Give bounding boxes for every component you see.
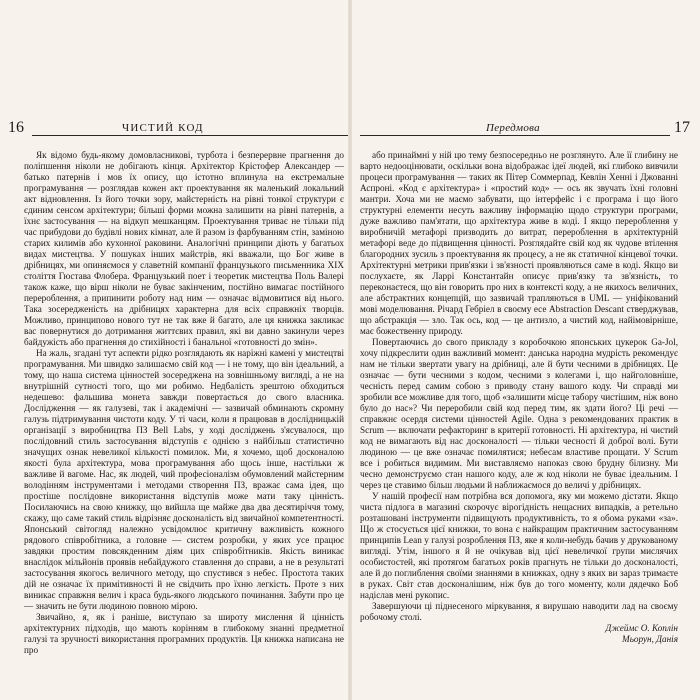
paragraph: Повертаючись до свого прикладу з коробочкою японських цукерок Ga-Jol, хочу підкреслити один важливий момент: данська народна мудрість рекомендує нам не тільки звертати увагу на дрібниці, але й бути чесними в дрібницях. Це означає — бути чесними з кодом, чесними з колегами і, що найголовніше, чесність перед самим собою з приводу стану вашого коду. Чи справді ми зробили все можливе для того, щоб «залишити місце табору чистішим, ніж воно було до нас»? Чи переробили свій код перед тим, як здати його? Ці речі — справжнє осердя системи цінностей Agile. Одна з рекомендованих практик в Scrum — включати рефакторинг в критерії готовності. Ні архітектура, ні чистий код не вимагають від нас досконалості — тільки чесності й доброї волі. Бути людиною — це вже означає помилятися; небесам властиве прощати. У Scrum все і робиться видимим. Ми виставляємо напоказ свою брудну білизну. Ми чесно демонструємо стан нашого коду, але ж код ніколи не буває ідеальним. І через це ставимо більш людьми й наближаємося до величі у дрібницях. xyxy=(360,337,678,490)
right-page-body xyxy=(360,150,678,645)
paragraph: Звичайно, я, як і раніше, виступаю за широту мислення й цінність архітектурних підходів, що мають корінням в глибокому знанні предметної галузі та зручності використання програмних продуктів. Ця книжка написана не про xyxy=(24,612,344,655)
paragraph: або принаймні у ній цю тему безпосередньо не розглянуто. Але її глибину не варто недооцінювати, оскільки вона відображає ідеї людей, які глибоко вивчили процеси програмування — таких як Пітер Соммерпад, Кевлін Хенні і Джованні Аспроні. «Код є архітектура» і «простий код» — ось як звучать їхні головні мантри. Хоча ми не маємо забувати, що інтерфейс і є програма і що його структурні елементи несуть важливу інформацію щодо структури програми, дуже важливо пам'ятати, що архітектура живе в коді. І якщо перероблення у виробничій метафорі призводить до витрат, перероблення в архітектурній метафорі веде до підвищення цінності. Розглядайте свій код як чудове втілення благородних зусиль з проектування як процесу, а не як статичної кінцевої точки. Архітектурні метрики прив'язки і зв'язності проявляються саме в коді. Якщо ви послухаєте, як Ларрі Константайн описує прив'язку та зв'язність, то переконаєтеся, що він говорить про них в контексті коду, а не якихось величних, але абстрактних концепцій, що зазвичай трапляються в UML — уніфікований мові моделювання. Річард Гебріел в своєму есе Abstraction Descant стверджував, що абстракція — зло. Так ось, код — це антизло, а чистий код, найімовірніше, має божественну природу. xyxy=(360,150,678,336)
page-number: 17 xyxy=(674,119,690,136)
header-rule xyxy=(360,135,670,136)
signature-name: Джеймс О. Коплін xyxy=(605,623,678,633)
paragraph: У нашій професії нам потрібна вся допомога, яку ми можемо дістати. Якщо чиста підлога в магазині скорочує вірогідність нещасних випадків, а ретельно розташовані інструменти підвищують продуктивність, то я обома руками «за». Що ж стосується цієї книжки, то вона є найкращим практичним застосуванням принципів Lean у галузі розроблення ПЗ, яке я коли-небудь бачив у друкованому вигляді. Утім, іншого я й не очікував від цієї невеличкої групи мислячих особистостей, які протягом багатьох років прагнуть не тільки до досконалості, але й до поглиблення своїми знаннями в книжках, одну з яких ви зараз тримаєте в руках. Світ став досконалішим, ніж був до того моменту, коли дядечко Боб надіслав мені рукопис. xyxy=(360,491,678,600)
running-head: Передмова xyxy=(486,122,540,134)
paragraph: На жаль, згадані тут аспекти рідко розглядають як наріжні камені у мистецтві програмування. Ми швидко залишаємо свій код — і не тому, що він ідеальний, а тому, що наша система цінностей зосереджена на зовнішньому вигляді, а не на внутрішній сутності того, що ми робимо. Недбалість зрештою обходиться недешево: фальшива монета завжди повертається до свого власника. Дослідження — як галузеві, так і академічні — зазвичай обминають скромну галузь підтримування чистоти коду. У ті часи, коли я працював в дослідницькій організації з виробництва ПЗ Bell Labs, у ході досліджень з'ясувалося, що послідовний стиль застосування відступів є однією з найбільш статистично значущих ознак невеликої кількості помилок. Ми, я хочемо, щоб досконалою якості була архітектура, мова програмування або щось інше, настільки ж важливе й вагоме. Нас, як людей, чий професіоналізм обумовлений майстерним володінням інструментами і методами створення ПЗ, вражає сама ідея, що простіше послідовне використання відступів може мати таку цінність. Посилаючись на свою книжку, що вийшла ще майже два два десятиріччя тому, скажу, що саме такий стиль відрізняє досконалість від звичайної компетентності. Японський світогляд належно усвідомлює критичну важливість кожного рядового співробітника, а головне — систем розробки, у яких усе працює завдяки простим повсякденним діям цих співробітників. Якість виникає внаслідок мільйонів проявів небайдужого ставлення до справи, а не в результаті застосування якогось величного методу, що спустився з небес. Простота таких дій не означає їх примітивності й не свідчить про їхню легкість. Проте з них виникає справжня велич і краса будь-якого людського починання. Забути про це — значить не бути людиною повною мірою. xyxy=(24,348,344,611)
signature-place: Мьорун, Данія xyxy=(622,634,678,644)
right-page-header xyxy=(360,118,690,138)
page-number: 16 xyxy=(8,119,24,136)
paragraph: Як відомо будь-якому домовласникові, турбота і безперервне прагнення до поліпшення ніколи не добігають кінця. Архітектор Крістофер Александер — батько патернів і мов їх опису, що істотно вплинула на екстремальне програмування — розглядав кожен акт проектування як маленький локальний акт відновлення. Із його точки зору, майстерність на рівні тонкої структури є єдиним сенсом архітектури; більші форми можна залишити на рівні патернів, а їхнє застосування — на відкуп мешканцям. Проектування триває не тільки під час прибудови до будівлі нових кімнат, але й разом із фарбуванням стін, заміною старих килимів або кухонної раковини. Аналогічні принципи діють у багатьох видах мистецтва. У пошуках інших майстрів, які вважали, що Бог живе в дрібницях, ми опиняємося у славетній компанії французького письменника XIX століття Гюстава Флобера. Французький поет і теоретик мистецтва Поль Валері також каже, що вірш ніколи не буває закінченим, постійно вимагає постійного перероблення, а припинити роботу над ним — означає відмовитися від нього. Така зосередженість на дрібницях характерна для всіх справжніх творців. Можливо, принципово нового тут не так вже й багато, але ця книжка закликає вас повернутися до дотримання життєвих правил, які ви давно закинули через байдужість або прагнення до стихійності і банальної «готовності до змін». xyxy=(24,150,344,347)
left-page-body xyxy=(24,150,344,656)
paragraph: Завершуючи ці піднесеного міркування, я вирушаю наводити лад на своєму робочому столі. xyxy=(360,601,678,622)
left-page-header xyxy=(8,118,338,138)
running-head: ЧИСТИЙ КОД xyxy=(122,122,204,134)
right-page xyxy=(352,0,700,700)
left-page xyxy=(0,0,348,700)
header-rule xyxy=(32,135,350,136)
